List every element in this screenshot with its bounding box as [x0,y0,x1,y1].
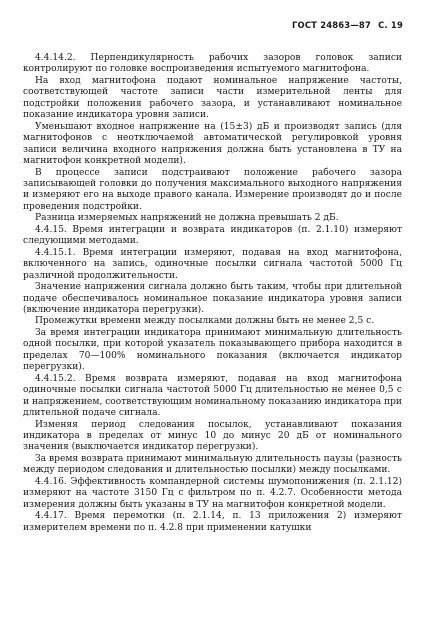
paragraph: 4.4.14.2. Перпендикулярность рабочих зазоров головок записи контролируют по головке воспроизведения испытуемого магнитофона. [23,53,402,75]
document-body [23,53,402,534]
paragraph: Промежутки времени между посылками должны быть не менее 2,5 с. [35,316,375,327]
paragraph: Уменьшают входное напряжение на (15±3) дБ и производят запись (для магнитофонов с неотключаемой автоматической регулировкой уровня записи величина входного напряжения должна быть установлена в ТУ на магнитофон конкретной модели). [23,121,402,167]
paragraph: Разница измеряемых напряжений не должна превышать 2 дБ. [35,213,339,224]
paragraph: Значение напряжения сигнала должно быть таким, чтобы при длительной подаче обеспечивалось номинальное показание индикатора уровня записи (включение индикатора перегрузки). [23,282,402,315]
paragraph: За время интеграции индикатора принимают минимальную длительность одной посылки, при которой указатель показывающего прибора находится в пределах 70—100% номинального показания (включается индикатор перегрузки). [23,327,402,373]
paragraph: На вход магнитофона подают номинальное напряжение частоты, соответствующей частоте записи части измерительной ленты для подстройки положения рабочего зазора, и устанавливают номинальное показание индикатора уровня записи. [23,75,402,121]
paragraph: 4.4.15.1. Время интеграции измеряют, подавая на вход магнитофона, включенного на запись, одиночные посылки сигнала частотой 5000 Гц различной продолжительности. [23,247,402,281]
paragraph: 4.4.15.2. Время возврата измеряют, подавая на вход магнитофона одиночные посылки сигнала частотой 5000 Гц длительностью не менее 0,5 с и напряжением, соответствующим номинальному показанию индикатора при длительной подаче сигнала. [23,373,402,419]
standard-number: ГОСТ 24863—87 [291,20,371,30]
paragraph: 4.4.15. Время интеграции и возврата индикаторов (п. 2.1.10) измеряют следующими методами. [23,224,402,247]
paragraph: 4.4.16. Эффективность компандерной системы шумопонижения (п. 2.1.12) измеряют на частоте 3150 Гц с фильтром по п. 4.2.7. Особенности метода измерения должны быть указаны в ТУ на магнитофон конкретной модели. [23,476,402,510]
paragraph: За время возврата принимают минимальную длительность паузы (разность между периодом следования и длительностью посылки) между посылками. [23,453,402,476]
paragraph: В процессе записи подстраивают положение рабочего зазора записывающей головки до получения максимального выходного напряжения и измеряют его на выходе правого канала. Измерение производят до и после проведения подстройки. [23,167,402,212]
paragraph: Изменяя период следования посылок, устанавливают показания индикатора в пределах от минус 10 до минус 20 дБ от номинального значения (выключается индикатор перегрузки). [23,419,402,453]
page-number: С. 19 [378,20,403,30]
page-header [292,20,403,30]
paragraph: 4.4.17. Время перемотки (п. 2.1.14, п. 13 приложения 2) измеряют измерителем времени по п. 4.2.8 при применении катушки [23,511,402,533]
